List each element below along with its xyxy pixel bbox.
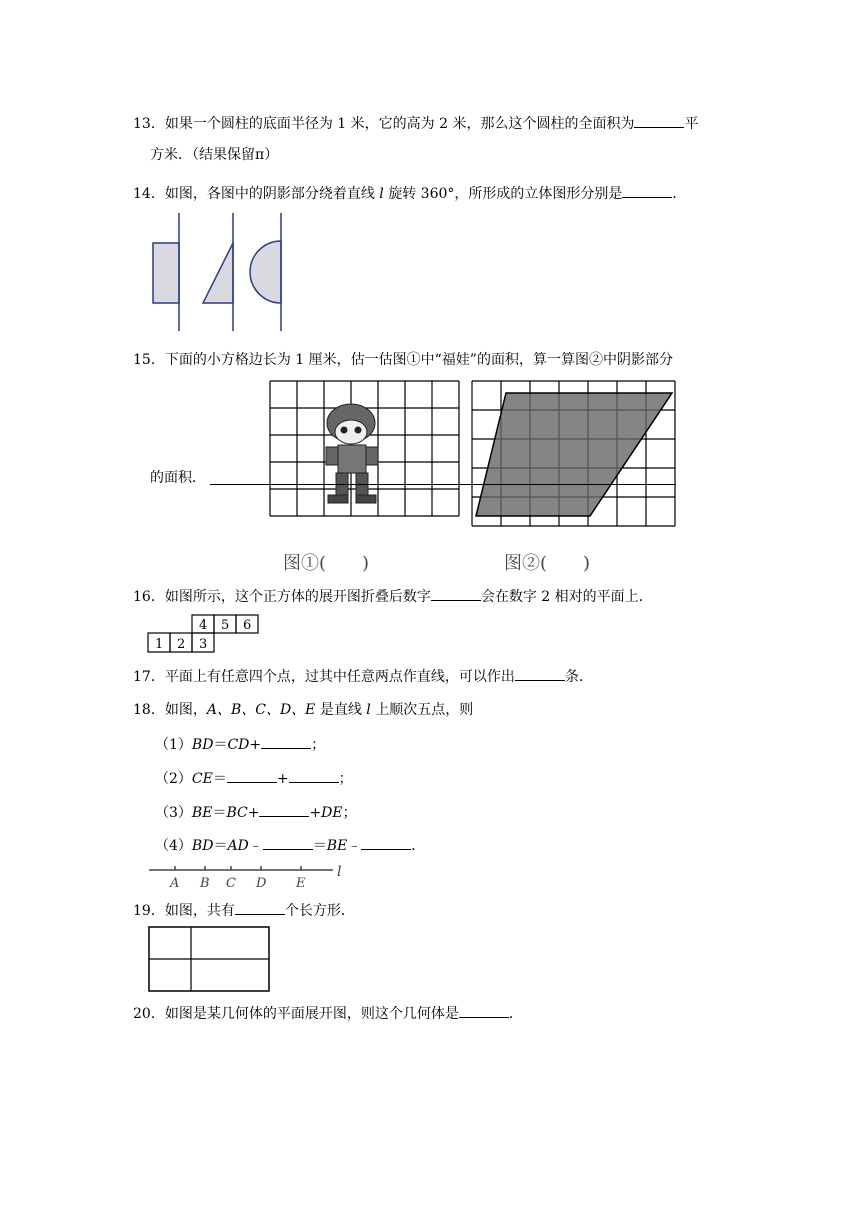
q13-text-end: 平 xyxy=(684,116,699,132)
q13-answer-blank[interactable] xyxy=(634,113,684,128)
q13-number: 13． xyxy=(133,116,165,132)
q18-p1-label: （1） xyxy=(155,737,192,753)
q13-text: 如果一个圆柱的底面半径为 1 米，它的高为 2 米，那么这个圆柱的全面积为 xyxy=(164,116,635,132)
q18-p2-a: CE xyxy=(191,771,213,787)
q14-text-b: 旋转 360°，所形成的立体图形分别是 xyxy=(383,186,623,202)
q18-p4-label: （4） xyxy=(155,838,192,854)
q14-text-end: ． xyxy=(672,186,687,202)
q14-figure xyxy=(145,213,290,333)
q15-line1 xyxy=(133,350,673,370)
q14-number: 14． xyxy=(133,186,165,202)
q18-p3-c: BC xyxy=(226,805,248,821)
q18-text-c: 上顺次五点，则 xyxy=(370,702,474,718)
q15-answer-line[interactable] xyxy=(210,484,676,485)
q17-answer-blank[interactable] xyxy=(515,666,565,681)
q19-line xyxy=(133,900,355,921)
q16-number: 16． xyxy=(133,589,165,605)
q13-line2 xyxy=(150,145,278,165)
q18-p1-d: + xyxy=(249,737,262,753)
q18-p1-c: CD xyxy=(227,737,250,753)
net-cell-5: 5 xyxy=(221,618,230,633)
q16-cube-net xyxy=(147,613,259,655)
q18-text-b: 是直线 xyxy=(315,702,367,718)
q15-figures xyxy=(208,375,680,580)
q18-points-text: A、B、C、D、E xyxy=(206,702,316,718)
q18-line-label: l xyxy=(337,864,342,880)
q18-p2-label: （2） xyxy=(155,771,192,787)
q18-p2-blank-2[interactable] xyxy=(289,768,339,783)
q18-part4 xyxy=(155,835,425,856)
q13-text-cont: 方米．（结果保留π） xyxy=(150,147,279,163)
q18-point-label: C xyxy=(226,876,236,890)
q18-var-l: l xyxy=(366,702,371,718)
q18-part2 xyxy=(155,768,353,789)
q18-p4-d: ﹣ xyxy=(248,838,263,854)
q14-var-l: l xyxy=(379,186,384,202)
q19-text: 如图，共有 xyxy=(164,903,235,919)
q18-p3-e: + xyxy=(309,805,322,821)
q18-p3-f: DE xyxy=(321,805,343,821)
q18-text: 如图， xyxy=(164,702,207,718)
q18-point-label: B xyxy=(200,876,210,890)
q17-text-end: 条． xyxy=(564,669,593,685)
q13-line1 xyxy=(133,113,698,134)
net-cell-4: 4 xyxy=(199,618,208,633)
q17-text: 平面上有任意四个点，过其中任意两点作直线，可以作出 xyxy=(164,669,515,685)
q14-shape-triangle xyxy=(203,243,233,303)
q18-p2-b: ＝ xyxy=(212,771,227,787)
q14-line xyxy=(133,183,686,204)
q14-text: 如图，各图中的阴影部分绕着直线 xyxy=(164,186,380,202)
q18-p1-b: ＝ xyxy=(213,737,228,753)
q16-text-end: 会在数字 2 相对的平面上． xyxy=(480,589,653,605)
q18-p3-blank[interactable] xyxy=(259,802,309,817)
q16-text: 如图所示，这个正方体的展开图折叠后数字 xyxy=(164,589,431,605)
net-cell-3: 3 xyxy=(199,637,208,652)
q18-p4-a: BD xyxy=(191,838,214,854)
q18-p4-g: ﹣ xyxy=(347,838,362,854)
q18-p2-c: + xyxy=(276,771,289,787)
q18-point-label: E xyxy=(296,876,306,890)
q15-line2 xyxy=(150,468,206,488)
q14-shape-rectangle xyxy=(153,243,179,303)
q18-p2-blank-1[interactable] xyxy=(227,768,277,783)
q18-p3-label: （3） xyxy=(155,805,192,821)
q20-number: 20． xyxy=(133,1006,165,1022)
q18-p4-end: ． xyxy=(411,838,426,854)
q18-line xyxy=(133,700,473,720)
q18-line-figure xyxy=(147,862,352,890)
q15-number: 15． xyxy=(133,352,165,368)
q15-text-cont: 的面积． xyxy=(150,470,206,486)
q18-part3 xyxy=(155,802,357,823)
net-cell-1: 1 xyxy=(155,637,164,652)
q18-part1 xyxy=(155,734,325,755)
q20-answer-blank[interactable] xyxy=(459,1003,509,1018)
q20-text-end: ． xyxy=(508,1006,523,1022)
q18-p4-blank-2[interactable] xyxy=(361,835,411,850)
q18-p3-a: BE xyxy=(191,805,213,821)
q18-p3-end: ； xyxy=(342,805,357,821)
q15-fig1-caption: 图①( ) xyxy=(283,553,370,574)
q18-p1-end: ； xyxy=(311,737,326,753)
q18-number: 18． xyxy=(133,702,165,718)
q19-answer-blank[interactable] xyxy=(235,900,285,915)
q20-line xyxy=(133,1003,523,1024)
q15-text: 下面的小方格边长为 1 厘米，估一估图①中“福娃”的面积，算一算图②中阴影部分 xyxy=(164,352,673,368)
q14-answer-blank[interactable] xyxy=(622,183,672,198)
q16-line xyxy=(133,586,653,607)
q15-fig2-caption: 图②( ) xyxy=(504,553,591,574)
net-cell-6: 6 xyxy=(243,618,252,633)
q20-text: 如图是某几何体的平面展开图，则这个几何体是 xyxy=(164,1006,459,1022)
q17-number: 17． xyxy=(133,669,165,685)
q18-point-label: D xyxy=(256,876,267,890)
q18-p3-b: ＝ xyxy=(212,805,227,821)
q18-p1-a: BD xyxy=(191,737,214,753)
q14-shape-semicircle xyxy=(250,241,281,303)
q16-answer-blank[interactable] xyxy=(431,586,481,601)
q18-point-label: A xyxy=(170,876,180,890)
q19-text-end: 个长方形． xyxy=(284,903,355,919)
q17-line xyxy=(133,666,593,687)
q18-p3-d: + xyxy=(247,805,260,821)
q18-p1-blank[interactable] xyxy=(261,734,311,749)
net-cell-2: 2 xyxy=(177,637,186,652)
q18-p2-end: ； xyxy=(338,771,353,787)
fuwa-mascot-image xyxy=(326,404,378,503)
q18-p4-e: ＝ xyxy=(312,838,327,854)
q19-rectangle-figure xyxy=(148,926,272,994)
q18-p4-f: BE xyxy=(326,838,348,854)
q19-number: 19． xyxy=(133,903,165,919)
q18-p4-c: AD xyxy=(227,838,249,854)
q18-p4-b: ＝ xyxy=(213,838,228,854)
q18-p4-blank-1[interactable] xyxy=(263,835,313,850)
